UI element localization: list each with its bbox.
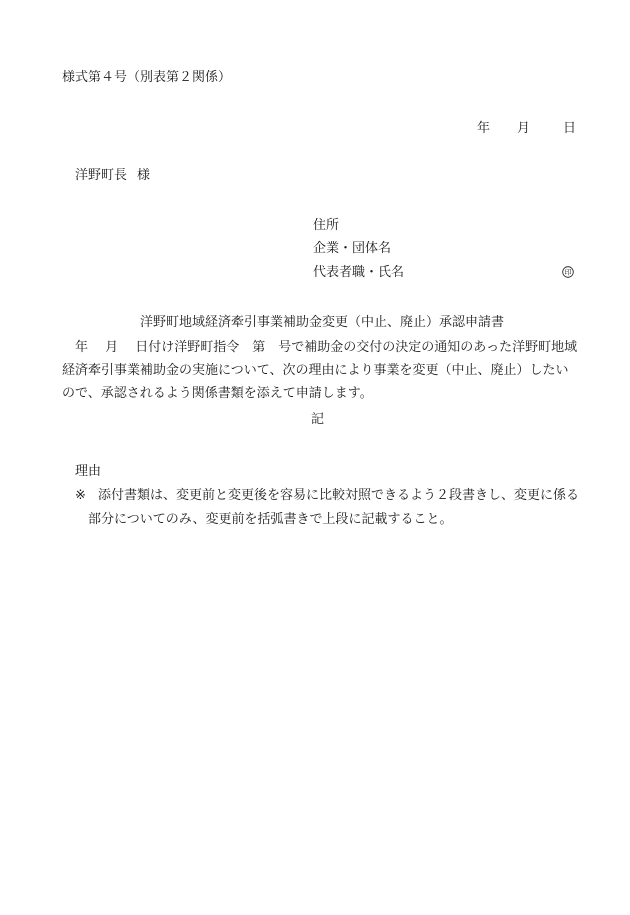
body-text-line: 年 月 日付け洋野町指令 第 号で補助金の交付の決定の通知のあった洋野町地域 <box>62 340 578 355</box>
applicant-representative-label: 代表者職・氏名 <box>313 265 405 280</box>
addressee-name: 洋野町長 <box>75 168 128 183</box>
seal-icon <box>562 266 574 278</box>
ki-heading: 記 <box>311 412 325 427</box>
note-text-line: 添付書類は、変更前と変更後を容易に比較対照できるよう２段書きし、変更に係る <box>98 488 580 503</box>
note-text-line: 部分についてのみ、変更前を括弧書きで上段に記載すること。 <box>88 512 453 527</box>
reason-label: 理由 <box>75 464 102 479</box>
seal-text: 印 <box>564 268 572 277</box>
date-year-label: 年 <box>477 121 491 136</box>
form-number: 様式第４号（別表第２関係） <box>62 70 232 85</box>
applicant-address-label: 住所 <box>313 218 340 233</box>
body-text-line: ので、承認されるよう関係書類を添えて申請します。 <box>62 386 373 401</box>
addressee-honorific: 様 <box>137 168 151 183</box>
note-mark: ※ <box>75 488 86 503</box>
date-day-label: 日 <box>563 121 577 136</box>
date-month-label: 月 <box>517 121 531 136</box>
applicant-org-label: 企業・団体名 <box>313 241 392 256</box>
body-text-line: 経済牽引事業補助金の実施について、次の理由により事業を変更（中止、廃止）したい <box>62 363 569 378</box>
document-title: 洋野町地域経済牽引事業補助金変更（中止、廃止）承認申請書 <box>140 315 505 330</box>
